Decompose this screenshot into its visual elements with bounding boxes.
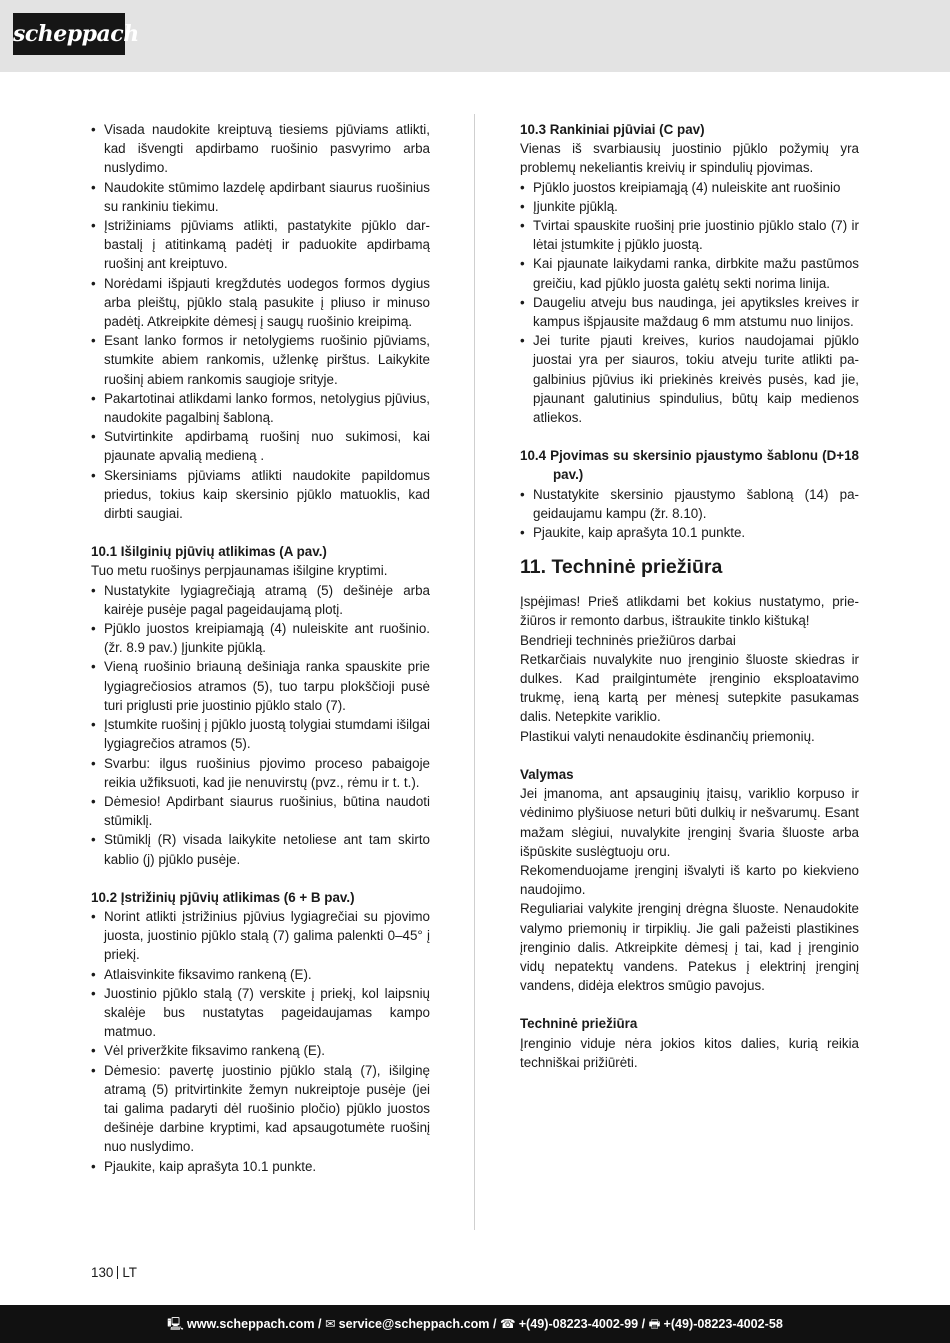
list-item: • Įstumkite ruošinį į pjūklo juostą tolygiai stumdami išilgai lygiagrečios atramos (5).	[91, 715, 430, 753]
section-10-1-intro: Tuo metu ruošinys perpjaunamas išilgine kryptimi.	[91, 563, 388, 579]
mail-icon: ✉	[325, 1317, 336, 1331]
list-item: • Atlaisvinkite fiksavimo rankeną (E).	[91, 965, 430, 984]
plastic-cleaning-note: Plastikui valyti nenaudokite ėsdinančių priemonių.	[520, 728, 815, 744]
technical-maintenance-paragraph: Įrenginio viduje nėra jokios kitos dalies, kurią reikia techniškai prižiūrėti.	[520, 1035, 859, 1070]
header-bar	[0, 0, 950, 72]
list-item: • Dėmesio: pavertę juostinio pjūklo stalą (7), išilginę atramą (5) pritvirtinkite žemyn nukreiptoje pusėje (jei tai galima padaryti dėl ruošinio pločio) pjūklo juostos dešinėje darbine kryptimi, kad apsaugotumėte ruošinį nuo nuslydimo.	[91, 1061, 430, 1157]
section-10-1-list	[91, 581, 430, 869]
list-item: • Nustatykite lygiagrečiąją atramą (5) dešinėje arba kairėje pusėje pagal pageidaujamą plotį.	[91, 581, 430, 619]
list-item: • Pjūklo juostos kreipiamąją (4) nuleiskite ant ruošinio. (žr. 8.9 pav.) Įjunkite pjūklą.	[91, 619, 430, 657]
list-item: • Naudokite stūmimo lazdelę apdirbant siaurus ruošinius su rankiniu tiekimu.	[91, 178, 430, 216]
list-item: • Tvirtai spauskite ruošinį prie juostinio pjūklo stalo (7) ir lėtai įstumkite į pjūklo juostą.	[520, 216, 859, 254]
page-number	[91, 1265, 137, 1280]
column-divider	[474, 114, 475, 1230]
list-item: • Visada naudokite kreiptuvą tiesiems pjūviams atlikti, kad išvengti apdirbamo ruošinio pasvyrimo arba nuslydimo.	[91, 120, 430, 178]
phone-icon: ☎	[500, 1317, 516, 1331]
footer-email: service@scheppach.com /	[338, 1317, 497, 1331]
list-item: • Svarbu: ilgus ruošinius pjovimo proceso pabaigoje reikia užfiksuoti, kad jie nenuvirstų (pvz., rėmu ir t. t.).	[91, 754, 430, 792]
list-item: • Daugeliu atveju bus naudinga, jei apytiksles kreives ir kampus išpjausite maždaug 6 mm atstumu nuo linijos.	[520, 293, 859, 331]
section-10-2-list	[91, 907, 430, 1176]
footer-website: www.scheppach.com /	[186, 1317, 322, 1331]
list-item: • Pjaukite, kaip aprašyta 10.1 punkte.	[520, 523, 859, 542]
cleaning-title: Valymas	[520, 766, 574, 782]
cleaning-paragraph: Reguliariai valykite įrenginį drėgna šluoste. Nenaudokite valymo priemonių ir tirpiklių. Jie gali pažeisti plastikines įrenginio dalis. Atkreipkite dėmesį į tai, kad į įrenginio vidų nepatektų vandens. Patekus į elektrinį įrenginį vandens, didėja elektros smūgio pavojus.	[520, 901, 859, 994]
maintenance-paragraph: Retkarčiais nuvalykite nuo įrenginio šluoste skiedras ir dulkes. Kad prailgintumėte įrenginio eksploatavimo trukmę, ieną kartą per mėnesį sutepkite pasukamas dalis. Netepkite variklio.	[520, 651, 859, 725]
list-item: • Norėdami išpjauti kregždutės uodegos formos dygius arba pleištų, pjūklo stalą pasukite į pliuso ir minuso padėtį. Atkreipkite dėmesį į saugų ruošinio kreipimą.	[91, 274, 430, 332]
list-item: • Kai pjaunate laikydami ranka, dirbkite mažu pastūmos greičiu, kad pjūklo juosta galėtų sekti norima linija.	[520, 254, 859, 292]
section-10-4-list	[520, 485, 859, 543]
footer-phone: +(49)-08223-4002-99 /	[518, 1317, 646, 1331]
general-maintenance-label: Bendrieji techninės priežiūros darbai	[520, 632, 736, 648]
left-column	[91, 120, 430, 1176]
page-number-value: 130	[91, 1265, 114, 1280]
list-item: • Skersiniams pjūviams atlikti naudokite papildomus priedus, tokius kaip skersinio pjūklo matuoklis, kad dirbti saugiai.	[91, 466, 430, 524]
list-item: • Pjaukite, kaip aprašyta 10.1 punkte.	[91, 1157, 430, 1176]
technical-maintenance-title: Techninė priežiūra	[520, 1016, 638, 1032]
footer-bar	[0, 1305, 950, 1343]
list-item: • Vėl priveržkite fiksavimo rankeną (E).	[91, 1041, 430, 1060]
cleaning-paragraph: Jei įmanoma, ant apsauginių įtaisų, variklio korpuso ir vėdinimo plyšiuose neturi būti dulkių ir nešvarumų. Esant mažam slėgiui, nuvalykite įrenginį švaria šluoste arba išpūskite suslėgtuoju oru.	[520, 786, 859, 859]
section-10-3-title: 10.3 Rankiniai pjūviai (C pav)	[520, 122, 705, 137]
list-item: • Dėmesio! Apdirbant siaurus ruošinius, būtina naudoti stūmiklį.	[91, 792, 430, 830]
list-item: • Nustatykite skersinio pjaustymo šabloną (14) pageidaujamu kampu (žr. 8.10).	[520, 485, 859, 523]
fax-icon: 🖶	[648, 1317, 661, 1331]
list-item: • Jei turite pjauti kreives, kurios naudojamai pjūklo juostai yra per siauros, tokiu atveju turite atlikti pagalbinius pjūvius iki priekinės kreivės pusės, kad jie, pjaunant galutinius spindulius, būtų kaip medienos atliekos.	[520, 331, 859, 427]
cleaning-paragraph: Rekomenduojame įrenginį išvalyti iš karto po kiekvieno naudojimo.	[520, 862, 859, 898]
section-10-1-title: 10.1 Išilginių pjūvių atlikimas (A pav.)	[91, 544, 327, 560]
section-11-heading: 11. Techninė priežiūra	[520, 556, 723, 579]
scheppach-logo: scheppach	[13, 13, 125, 55]
list-item: • Įstrižiniams pjūviams atlikti, pastatykite pjūklo darbastalį į atitinkamą padėtį ir paduokite apdirbamą ruošinį ant kreiptuvo.	[91, 216, 430, 274]
list-item: • Norint atlikti įstrižinius pjūvius lygiagrečiai su pjovimo juosta, juostinio pjūklo stalą (7) galima palenkti 0–45° į priekį.	[91, 907, 430, 965]
list-item: • Stūmiklį (R) visada laikykite netoliese ant tam skirto kablio (j) pjūklo pusėje.	[91, 830, 430, 868]
safety-bullet-list	[91, 120, 430, 523]
right-column	[520, 120, 859, 1072]
list-item: • Sutvirtinkite apdirbamą ruošinį nuo sukimosi, kai pjaunate apvalią medieną .	[91, 427, 430, 465]
list-item: • Esant lanko formos ir netolygiems ruošinio pjūviams, stumkite abiem rankomis, užlenkę pirštus. Laikykite ruošinį abiem rankomis saugioje srityje.	[91, 331, 430, 389]
section-10-3-intro: Vienas iš svarbiausių juostinio pjūklo požymių yra problemų nekeliantis kreivių ir spindulių pjovimas.	[520, 141, 859, 176]
list-item: • Juostinio pjūklo stalą (7) verskite į priekį, kol laipsnių skalėje bus nustatytas pageidaujamas kampo matmuo.	[91, 984, 430, 1042]
section-10-3-list	[520, 178, 859, 428]
list-item: • Vieną ruošinio briauną dešiniąja ranka spauskite prie lygiagrečiosios atramos (5), tuo tarpu plokščioji pusė turi priglusti prie juostinio pjūklo stalo (7).	[91, 657, 430, 715]
language-code: LT	[122, 1265, 137, 1280]
list-item: • Įjunkite pjūklą.	[520, 197, 859, 216]
computer-icon: 🖳	[167, 1317, 184, 1331]
section-10-2-title: 10.2 Įstrižinių pjūvių atlikimas (6 + B pav.)	[91, 889, 355, 905]
list-item: • Pakartotinai atlikdami lanko formos, netolygius pjūvius, naudokite pagalbinį šabloną.	[91, 389, 430, 427]
footer-fax: +(49)-08223-4002-58	[663, 1317, 783, 1331]
list-item: • Pjūklo juostos kreipiamąją (4) nuleiskite ant ruošinio	[520, 178, 859, 197]
section-10-4-title: 10.4 Pjovimas su skersinio pjaustymo šablonu (D+18 pav.)	[520, 448, 859, 483]
warning-paragraph: Įspėjimas! Prieš atlikdami bet kokius nustatymo, priežiūros ir remonto darbus, ištraukite tinklo kištuką!	[520, 594, 859, 629]
